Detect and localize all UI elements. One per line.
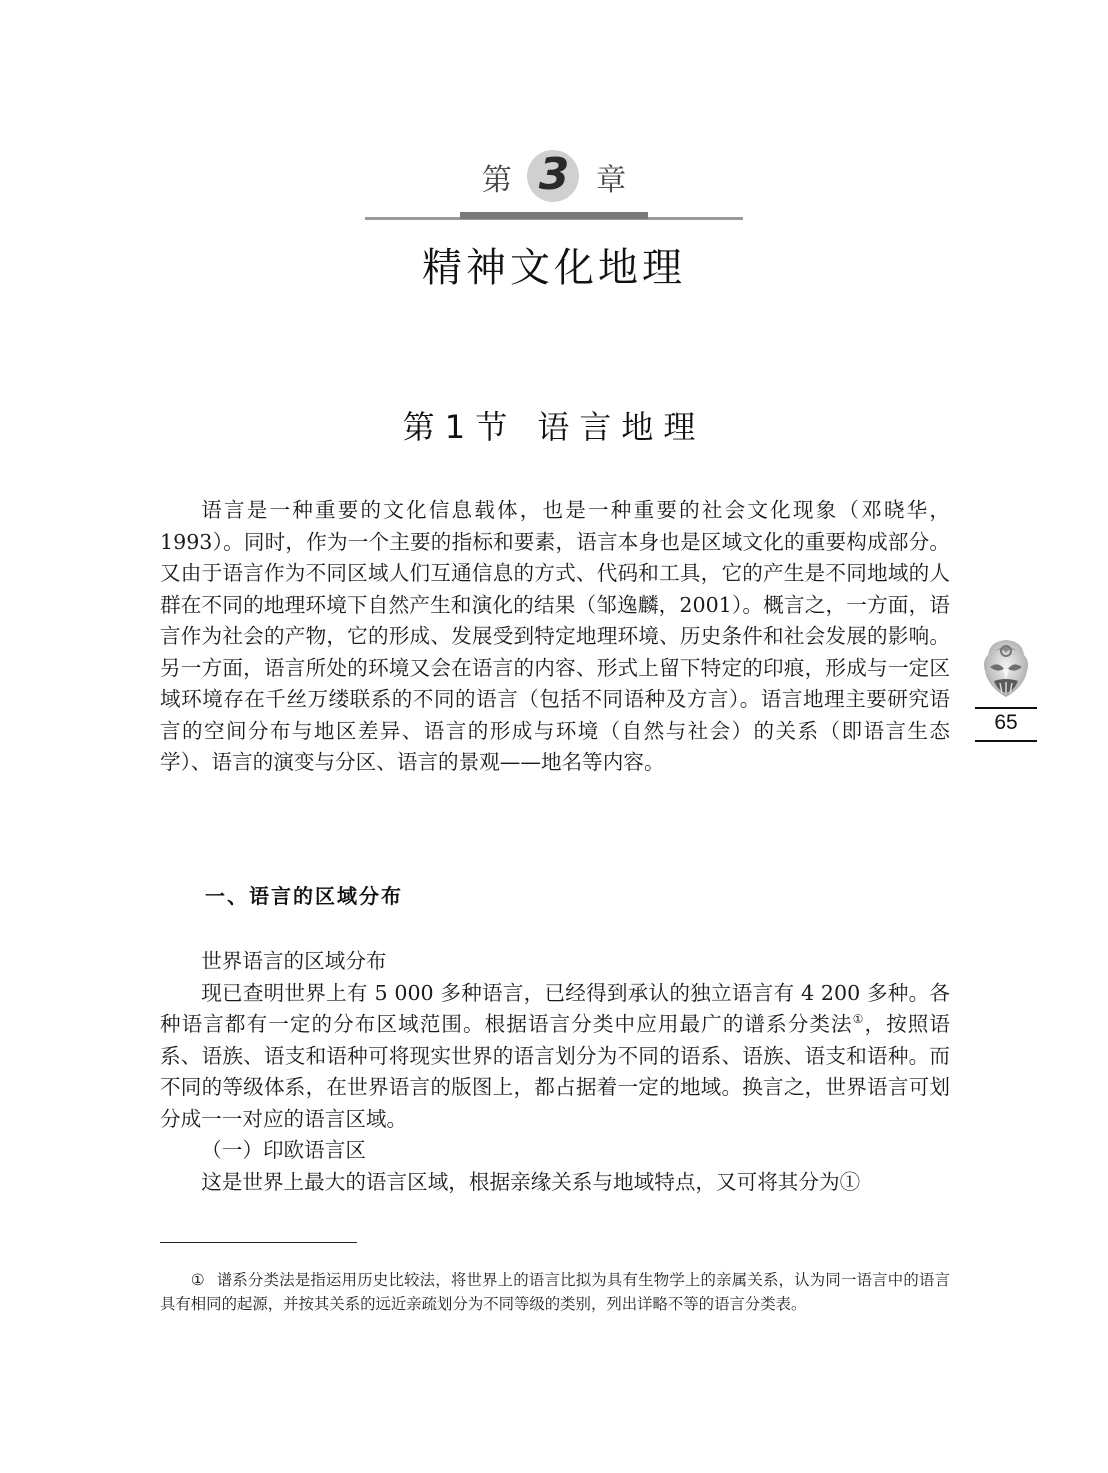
- distribution-text-a: 现已查明世界上有 5 000 多种语言，已经得到承认的独立语言有 4 200 多种。各种语言都有一定的分布区域范围。根据语言分类中应用最广的谱系分类法: [160, 980, 950, 1036]
- distribution-block: [160, 946, 950, 1198]
- opera-mask-icon: [980, 637, 1032, 699]
- section-label: 第 1 节: [402, 408, 508, 446]
- intro-paragraph-block: [160, 495, 950, 779]
- chapter-number-badge: [527, 150, 581, 204]
- indo-european-paragraph: 这是世界上最大的语言区域，根据亲缘关系与地域特点，又可将其分为①: [201, 1169, 861, 1194]
- subheading: 一、语言的区域分布: [205, 884, 403, 908]
- subsection-heading: （一）印欧语言区: [201, 1138, 366, 1162]
- chapter-prefix: 第: [481, 163, 512, 198]
- chapter-number: 3: [538, 149, 570, 200]
- page-number-rule-bottom: [975, 740, 1037, 742]
- chapter-rule-accent: [460, 212, 648, 219]
- distribution-lead: 世界语言的区域分布: [201, 949, 387, 973]
- section-name: 语言地理: [537, 408, 706, 446]
- footnote-mark: ①: [190, 1271, 205, 1289]
- footnote-ref[interactable]: ①: [852, 1012, 865, 1027]
- chapter-title: 精神文化地理: [422, 245, 686, 291]
- distribution-paragraph: [160, 978, 950, 1136]
- page-number-rule-top: [975, 707, 1037, 709]
- chapter-suffix: 章: [596, 163, 627, 198]
- footnote-divider: [160, 1242, 357, 1243]
- footnote: [160, 1268, 950, 1316]
- chapter-label: [0, 150, 1108, 210]
- page-number: 65: [994, 711, 1018, 734]
- distribution-text-b: ，按照语系、语族、语支和语种可将现实世界的语言划分为不同的语系、语族、语支和语种。而不同的等级体系，在世界语言的版图上，都占据着一定的地域。换言之，世界语言可划分成一一对应的语言区域。: [160, 1012, 950, 1131]
- intro-paragraph: 语言是一种重要的文化信息载体，也是一种重要的社会文化现象（邓晓华，1993）。同时，作为一个主要的指标和要素，语言本身也是区域文化的重要构成部分。又由于语言作为不同区域人们互通信息的方式、代码和工具，它的产生是不同地域的人群在不同的地理环境下自然产生和演化的结果（邹逸麟，2001）。概言之，一方面，语言作为社会的产物，它的形成、发展受到特定地理环境、历史条件和社会发展的影响。另一方面，语言所处的环境又会在语言的内容、形式上留下特定的印痕，形成与一定区域环境存在千丝万缕联系的不同的语言（包括不同语种及方言）。语言地理主要研究语言的空间分布与地区差异、语言的形成与环境（自然与社会）的关系（即语言生态学）、语言的演变与分区、语言的景观——地名等内容。: [160, 498, 950, 774]
- footnote-text: 谱系分类法是指运用历史比较法，将世界上的语言比拟为具有生物学上的亲属关系，认为同一语言中的语言具有相同的起源，并按其关系的远近亲疏划分为不同等级的类别，列出详略不等的语言分类表。: [160, 1271, 950, 1313]
- section-title: [0, 402, 1108, 448]
